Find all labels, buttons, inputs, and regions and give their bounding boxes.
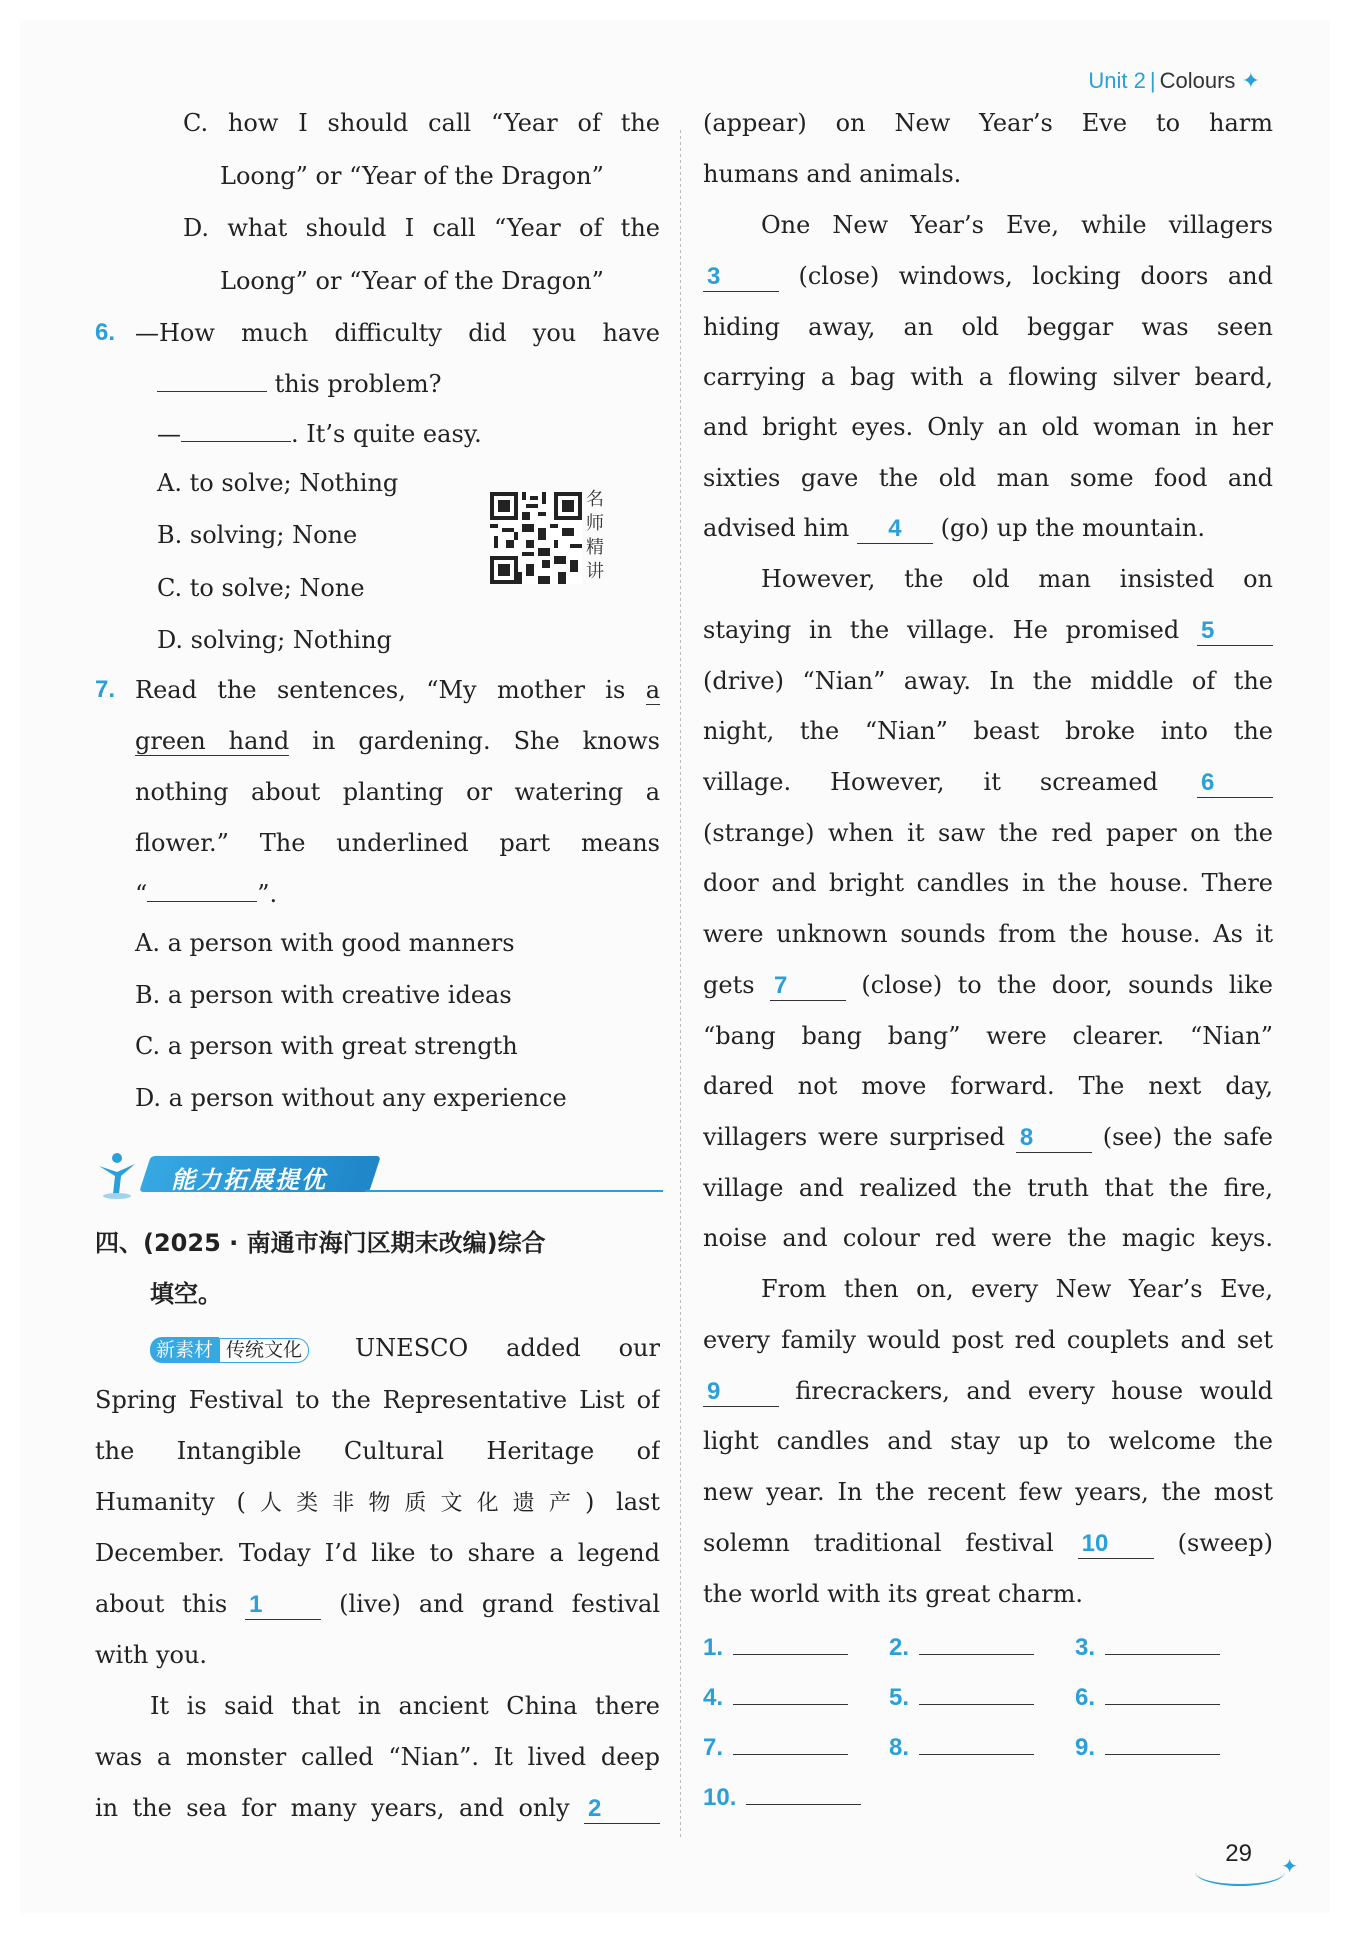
- p2-line3: [95, 1790, 660, 1826]
- answer-number: 2.: [889, 1634, 910, 1661]
- answer-number: 10.: [703, 1784, 737, 1811]
- page-header: [1088, 68, 1260, 94]
- r-text: (close) to the door, sounds like: [861, 971, 1273, 999]
- answer-slot-9[interactable]: [1075, 1728, 1220, 1764]
- q7-text: Read the sentences, “My mother is: [135, 676, 626, 704]
- r-line16: door and bright candles in the house. There: [703, 869, 1273, 897]
- blank-10: 10: [1078, 1530, 1154, 1559]
- chinese-gloss: 人类非物质文化遗产: [245, 1491, 585, 1516]
- q6-question-end: this problem?: [274, 370, 442, 398]
- q7-option-d: D. a person without any experience: [135, 1084, 567, 1112]
- section-four-heading-2: [150, 1276, 660, 1312]
- answer-number: 5.: [889, 1684, 910, 1711]
- q7-line5: [135, 875, 660, 911]
- r-text: gets: [703, 971, 755, 999]
- blank-9: 9: [703, 1378, 779, 1407]
- r-line17: were unknown sounds from the house. As it: [703, 920, 1273, 948]
- r-text: (close) windows, locking doors and: [798, 262, 1273, 290]
- p2-line2: was a monster called “Nian”. It lived deep: [95, 1743, 660, 1771]
- answer-slot-7[interactable]: [703, 1728, 848, 1764]
- underlined-word: a: [645, 676, 660, 704]
- q7-number: 7.: [95, 676, 116, 703]
- answer-line[interactable]: [1105, 1728, 1220, 1755]
- section-banner: [95, 1150, 663, 1200]
- q7-line3: nothing about planting or watering a: [135, 778, 660, 806]
- answer-number: 1.: [703, 1634, 724, 1661]
- r-text: village. However, it screamed: [703, 768, 1158, 796]
- page-number: [1225, 1840, 1299, 1878]
- blank-4: 4: [857, 515, 933, 544]
- answer-line[interactable]: [919, 1728, 1034, 1755]
- answer-line[interactable]: [919, 1678, 1034, 1705]
- r-text: advised him: [703, 514, 850, 542]
- workbook-page: [20, 20, 1330, 1913]
- r-line13: night, the “Nian” beast broke into the: [703, 717, 1273, 745]
- answer-number: 3.: [1075, 1634, 1096, 1661]
- r-line26: [703, 1373, 1273, 1409]
- r-line12: (drive) “Nian” away. In the middle of the: [703, 667, 1273, 695]
- traditional-culture-tag: 传统文化: [219, 1338, 309, 1363]
- answer-line[interactable]: [733, 1728, 848, 1755]
- qr-label: 名师精讲: [586, 489, 604, 582]
- q7-option-b: B. a person with creative ideas: [135, 981, 512, 1009]
- answer-line[interactable]: [1105, 1678, 1220, 1705]
- new-material-tag: 新素材: [150, 1337, 219, 1363]
- column-divider: [680, 130, 681, 1840]
- p1-line7: with you.: [95, 1641, 208, 1669]
- r-text: (see) the safe: [1102, 1123, 1273, 1151]
- header-separator: |: [1149, 68, 1156, 93]
- q5-option-d-line2: Loong” or “Year of the Dragon”: [220, 267, 604, 295]
- section-source: 四、(2025 · 南通市海门区期末改编): [95, 1229, 498, 1257]
- close-quote: ”.: [257, 880, 278, 908]
- p1-line2: Spring Festival to the Representative List of: [95, 1386, 660, 1414]
- q6-number: 6.: [95, 319, 116, 346]
- q7-line4: flower.” The underlined part means: [135, 829, 660, 857]
- page-arc: [1195, 1858, 1285, 1886]
- answer-number: 4.: [703, 1684, 724, 1711]
- p1-line3: the Intangible Cultural Heritage of: [95, 1437, 660, 1465]
- answer-line[interactable]: [1105, 1628, 1220, 1655]
- answer-slot-1[interactable]: [703, 1628, 848, 1664]
- r-line11: [703, 612, 1273, 648]
- p2-line1: It is said that in ancient China there: [150, 1692, 660, 1720]
- r-line10: However, the old man insisted on: [761, 565, 1273, 593]
- r-line3: One New Year’s Eve, while villagers: [761, 211, 1273, 239]
- r-text: (go) up the mountain.: [940, 514, 1205, 542]
- q6-line1: [95, 315, 660, 351]
- sparkle-icon: ✦: [1281, 1856, 1299, 1878]
- dash: —: [157, 420, 181, 448]
- p1-line6: [95, 1586, 660, 1622]
- q7-line1: [95, 672, 660, 708]
- section-type-end: 填空。: [150, 1280, 222, 1308]
- q6-line2: [157, 365, 660, 401]
- p1-line5: December. Today I’d like to share a legend: [95, 1539, 660, 1567]
- r-line20: dared not move forward. The next day,: [703, 1072, 1273, 1100]
- answer-slot-2[interactable]: [889, 1628, 1034, 1664]
- p1-line4: [95, 1484, 660, 1520]
- answer-number: 8.: [889, 1734, 910, 1761]
- r-line29: [703, 1525, 1273, 1561]
- unit-title: Colours: [1159, 68, 1236, 93]
- r-text: villagers were surprised: [703, 1123, 1006, 1151]
- q6-option-a: A. to solve; Nothing: [157, 469, 399, 497]
- r-line5: hiding away, an old beggar was seen: [703, 313, 1273, 341]
- q6-option-b: B. solving; None: [157, 521, 358, 549]
- blank-1: 1: [245, 1591, 321, 1620]
- r-text: (sweep): [1177, 1529, 1273, 1557]
- r-text: firecrackers, and every house would: [795, 1377, 1273, 1405]
- answer-number: 6.: [1075, 1684, 1096, 1711]
- blank-7: 7: [770, 972, 846, 1001]
- q6-reply: . It’s quite easy.: [291, 420, 482, 448]
- p1-text: Humanity (: [95, 1488, 246, 1516]
- page-number-text: 29: [1225, 1840, 1252, 1867]
- section-four-heading: [95, 1225, 660, 1261]
- r-line19: “bang bang bang” were clearer. “Nian”: [703, 1022, 1273, 1050]
- answer-slot-3[interactable]: [1075, 1628, 1220, 1664]
- answer-slot-5[interactable]: [889, 1678, 1034, 1714]
- q7-option-c: C. a person with great strength: [135, 1032, 518, 1060]
- p1-text: (live) and grand festival: [339, 1590, 660, 1618]
- r-line14: [703, 764, 1273, 800]
- r-line1: (appear) on New Year’s Eve to harm: [703, 109, 1273, 137]
- answer-line[interactable]: [746, 1778, 861, 1805]
- sparkle-icon: ✦: [1241, 68, 1260, 93]
- open-quote: “: [135, 880, 148, 908]
- r-line7: and bright eyes. Only an old woman in her: [703, 413, 1273, 441]
- q7-line2: [135, 723, 660, 759]
- q6-option-c: C. to solve; None: [157, 574, 365, 602]
- q5-option-c-line1: C. how I should call “Year of the: [183, 109, 660, 137]
- p1-text: UNESCO added our: [354, 1334, 660, 1362]
- p1-text: about this: [95, 1590, 228, 1618]
- q6-line3: [157, 415, 660, 451]
- q5-option-d-line1: D. what should I call “Year of the: [183, 214, 660, 242]
- answer-number: 7.: [703, 1734, 724, 1761]
- answer-line[interactable]: [919, 1628, 1034, 1655]
- answer-slot-8[interactable]: [889, 1728, 1034, 1764]
- q7-option-a: A. a person with good manners: [135, 929, 515, 957]
- r-line25: every family would post red couplets and set: [703, 1326, 1273, 1354]
- answer-line[interactable]: [733, 1678, 848, 1705]
- r-line15: (strange) when it saw the red paper on the: [703, 819, 1273, 847]
- r-line24: From then on, every New Year’s Eve,: [761, 1275, 1273, 1303]
- p2-text: in the sea for many years, and only: [95, 1794, 570, 1822]
- q7-text: in gardening. She knows: [312, 727, 660, 755]
- section-type: 综合: [497, 1229, 546, 1257]
- banner-rule: [365, 1190, 663, 1192]
- r-line4: [703, 258, 1273, 294]
- r-line23: noise and colour red were the magic keys.: [703, 1224, 1273, 1252]
- unit-label: Unit 2: [1088, 68, 1146, 93]
- answer-blank: [157, 365, 267, 392]
- banner-title: 能力拓展提优: [171, 1166, 327, 1194]
- r-line27: light candles and stay up to welcome the: [703, 1427, 1273, 1455]
- r-line8: sixties gave the old man some food and: [703, 464, 1273, 492]
- qr-code-icon: [490, 492, 582, 584]
- p1-text: ) last: [584, 1488, 660, 1516]
- r-line18: [703, 967, 1273, 1003]
- q6-question: —How much difficulty did you have: [135, 319, 660, 347]
- answer-slot-4[interactable]: [703, 1678, 848, 1714]
- blank-5: 5: [1197, 617, 1273, 646]
- r-line6: carrying a bag with a flowing silver beard,: [703, 363, 1273, 391]
- runner-icon: [95, 1150, 139, 1200]
- p1-line1: [150, 1330, 660, 1366]
- r-text: solemn traditional festival: [703, 1529, 1054, 1557]
- q6-option-d: D. solving; Nothing: [157, 626, 392, 654]
- r-line9: [703, 510, 1273, 546]
- answer-blank: [147, 875, 257, 902]
- r-line28: new year. In the recent few years, the most: [703, 1478, 1273, 1506]
- answer-slot-6[interactable]: [1075, 1678, 1220, 1714]
- underlined-phrase: green hand: [135, 727, 290, 755]
- blank-8: 8: [1016, 1124, 1092, 1153]
- r-line22: village and realized the truth that the fire,: [703, 1174, 1273, 1202]
- answer-line[interactable]: [733, 1628, 848, 1655]
- r-text: staying in the village. He promised: [703, 616, 1180, 644]
- answer-blank: [181, 415, 291, 442]
- answer-slot-10[interactable]: [703, 1778, 861, 1814]
- blank-3: 3: [703, 263, 779, 292]
- r-line21: [703, 1119, 1273, 1155]
- blank-6: 6: [1197, 769, 1273, 798]
- r-line2: humans and animals.: [703, 160, 962, 188]
- q5-option-c-line2: Loong” or “Year of the Dragon”: [220, 162, 604, 190]
- answer-number: 9.: [1075, 1734, 1096, 1761]
- blank-2: 2: [584, 1795, 660, 1824]
- r-line30: the world with its great charm.: [703, 1580, 1083, 1608]
